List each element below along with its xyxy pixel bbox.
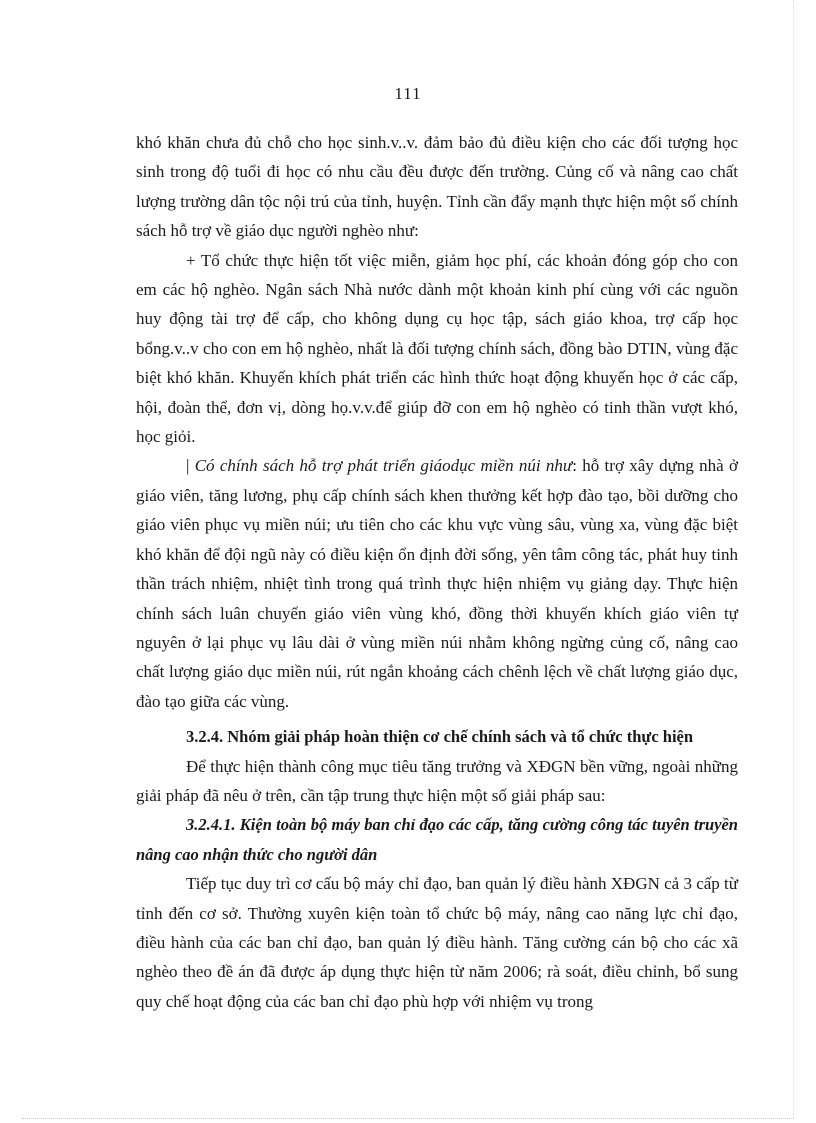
page-frame-bottom [22, 1118, 794, 1119]
paragraph-3 [136, 451, 738, 716]
paragraph-4: Để thực hiện thành công mục tiêu tăng trưởng và XĐGN bền vững, ngoài những giải pháp đã nêu ở trên, cần tập trung thực hiện một số giải pháp sau: [136, 756, 738, 805]
page-frame-right [793, 0, 794, 1118]
body-text [136, 128, 738, 1016]
paragraph-3-rest: : hỗ trợ xây dựng nhà ở giáo viên, tăng lương, phụ cấp chính sách khen thưởng kết hợp đào tạo, bồi dưỡng cho giáo viên phục vụ miền núi; ưu tiên cho các khu vực vùng sâu, vùng xa, vùng đặc biệt khó khăn để đội ngũ này có điều kiện ổn định đời sống, yên tâm công tác, phát huy tinh thần trách nhiệm, nhiệt tình trong quá trình thực hiện nhiệm vụ giảng dạy. Thực hiện chính sách luân chuyển giáo viên vùng khó, đồng thời khuyến khích giáo viên tự nguyên ở lại phục vụ lâu dài ở vùng miền núi nhằm không ngừng củng cố, nâng cao chất lượng giáo dục miền núi, rút ngắn khoảng cách chênh lệch về chất lượng giáo dục, đào tạo giữa các vùng. [136, 456, 738, 711]
paragraph-1: khó khăn chưa đủ chỗ cho học sinh.v..v. đảm bảo đủ điều kiện cho các đối tượng học sinh trong độ tuổi đi học có nhu cầu đều được đến trường. Củng cố và nâng cao chất lượng trường dân tộc nội trú của tỉnh, huyện. Tỉnh cần đẩy mạnh thực hiện một số chính sách hỗ trợ về giáo dục người nghèo như: [136, 133, 738, 241]
section-heading: 3.2.4. Nhóm giải pháp hoàn thiện cơ chế chính sách và tổ chức thực hiện [186, 727, 694, 747]
subsection-heading: 3.2.4.1. Kiện toàn bộ máy ban chỉ đạo các cấp, tăng cường công tác tuyên truyền nâng cao nhận thức cho người dân [136, 815, 738, 864]
paragraph-3-marker: | [186, 456, 195, 476]
paragraph-5: Tiếp tục duy trì cơ cấu bộ máy chỉ đạo, ban quản lý điều hành XĐGN cả 3 cấp từ tỉnh đến cơ sở. Thường xuyên kiện toàn tổ chức bộ máy, nâng cao năng lực chỉ đạo, điều hành của các ban chỉ đạo, ban quản lý điều hành. Tăng cường cán bộ cho các xã nghèo theo đề án đã được áp dụng thực hiện từ năm 2006; rà soát, điều chỉnh, bổ sung quy chế hoạt động của các ban chỉ đạo phù hợp với nhiệm vụ trong [136, 874, 738, 1011]
paragraph-3-italic-lead: Có chính sách hỗ trợ phát triển giáodục miền núi như [194, 456, 573, 476]
paragraph-2: + Tổ chức thực hiện tốt việc miễn, giảm học phí, các khoản đóng góp cho con em các hộ nghèo. Ngân sách Nhà nước dành một khoản kinh phí cùng với các nguồn huy động tài trợ để cấp, cho không dụng cụ học tập, sách giáo khoa, trợ cấp học bổng.v..v cho con em hộ nghèo, nhất là đối tượng chính sách, đồng bào DTIN, vùng đặc biệt khó khăn. Khuyến khích phát triển các hình thức hoạt động khuyến học ở các cấp, hội, đoàn thể, đơn vị, dòng họ.v.v.để giúp đỡ con em hộ nghèo có tinh thần vượt khó, học giỏi. [136, 250, 738, 447]
page-number: 111 [394, 84, 422, 103]
